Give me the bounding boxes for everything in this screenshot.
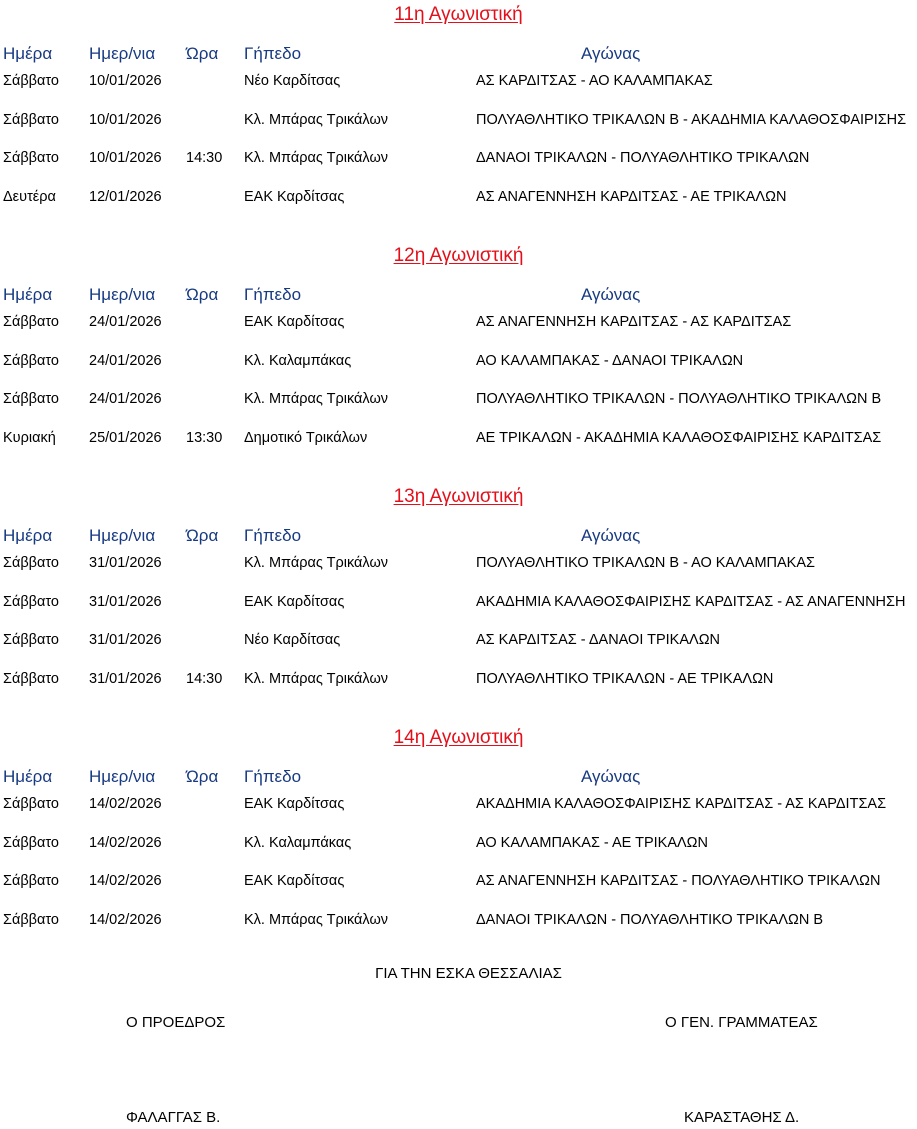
game-match: ΠΟΛΥΑΘΛΗΤΙΚΟ ΤΡΙΚΑΛΩΝ - ΠΟΛΥΑΘΛΗΤΙΚΟ ΤΡΙΚΑΛΩΝ Β bbox=[476, 391, 882, 407]
game-day: Σάββατο bbox=[3, 912, 59, 928]
game-row bbox=[0, 109, 917, 131]
game-day: Δευτέρα bbox=[3, 189, 56, 205]
game-date: 10/01/2026 bbox=[89, 73, 162, 89]
game-day: Σάββατο bbox=[3, 314, 59, 330]
game-row bbox=[0, 311, 917, 333]
header-match: Αγώνας bbox=[581, 767, 641, 786]
secretary-title: Ο ΓΕΝ. ΓΡΑΜΜΑΤΕΑΣ bbox=[665, 1014, 818, 1031]
game-venue: Κλ. Μπάρας Τρικάλων bbox=[244, 555, 389, 571]
header-day: Ημέρα bbox=[3, 285, 53, 304]
header-date: Ημερ/νια bbox=[89, 44, 156, 63]
header-day: Ημέρα bbox=[3, 767, 53, 786]
president-name: ΦΑΛΑΓΓΑΣ Β. bbox=[126, 1109, 221, 1126]
game-date: 31/01/2026 bbox=[89, 671, 162, 687]
game-day: Σάββατο bbox=[3, 353, 59, 369]
header-time: Ώρα bbox=[186, 44, 219, 63]
game-row bbox=[0, 793, 917, 815]
header-venue: Γήπεδο bbox=[244, 285, 302, 304]
game-row bbox=[0, 552, 917, 574]
header-match: Αγώνας bbox=[581, 526, 641, 545]
game-date: 31/01/2026 bbox=[89, 594, 162, 610]
game-time: 14:30 bbox=[186, 671, 223, 687]
game-date: 14/02/2026 bbox=[89, 835, 162, 851]
game-row bbox=[0, 147, 917, 169]
game-venue: Κλ. Μπάρας Τρικάλων bbox=[244, 150, 389, 166]
round-title: 11η Αγωνιστική bbox=[394, 4, 523, 25]
secretary-name: ΚΑΡΑΣΤΑΘΗΣ Δ. bbox=[684, 1109, 800, 1126]
game-date: 31/01/2026 bbox=[89, 632, 162, 648]
game-row bbox=[0, 427, 917, 449]
game-venue: ΕΑΚ Καρδίτσας bbox=[244, 189, 345, 205]
game-match: ΑΚΑΔΗΜΙΑ ΚΑΛΑΘΟΣΦΑΙΡΙΣΗΣ ΚΑΡΔΙΤΣΑΣ - ΑΣ ΑΝΑΓΕΝΝΗΣΗ bbox=[476, 594, 906, 610]
game-venue: Νέο Καρδίτσας bbox=[244, 632, 341, 648]
game-venue: Κλ. Μπάρας Τρικάλων bbox=[244, 391, 389, 407]
game-match: ΑΟ ΚΑΛΑΜΠΑΚΑΣ - ΑΕ ΤΡΙΚΑΛΩΝ bbox=[476, 835, 708, 851]
game-day: Σάββατο bbox=[3, 73, 59, 89]
game-day: Σάββατο bbox=[3, 391, 59, 407]
header-time: Ώρα bbox=[186, 526, 219, 545]
game-day: Σάββατο bbox=[3, 632, 59, 648]
game-date: 31/01/2026 bbox=[89, 555, 162, 571]
president-title: Ο ΠΡΟΕΔΡΟΣ bbox=[126, 1014, 226, 1031]
header-day: Ημέρα bbox=[3, 44, 53, 63]
game-row bbox=[0, 186, 917, 208]
game-time: 14:30 bbox=[186, 150, 223, 166]
game-date: 24/01/2026 bbox=[89, 314, 162, 330]
game-date: 25/01/2026 bbox=[89, 430, 162, 446]
header-venue: Γήπεδο bbox=[244, 767, 302, 786]
header-venue: Γήπεδο bbox=[244, 526, 302, 545]
game-venue: Κλ. Μπάρας Τρικάλων bbox=[244, 671, 389, 687]
game-venue: Κλ. Μπάρας Τρικάλων bbox=[244, 912, 389, 928]
header-date: Ημερ/νια bbox=[89, 526, 156, 545]
game-match: ΑΣ ΚΑΡΔΙΤΣΑΣ - ΔΑΝΑΟΙ ΤΡΙΚΑΛΩΝ bbox=[476, 632, 721, 648]
game-match: ΔΑΝΑΟΙ ΤΡΙΚΑΛΩΝ - ΠΟΛΥΑΘΛΗΤΙΚΟ ΤΡΙΚΑΛΩΝ Β bbox=[476, 912, 824, 928]
column-header-row bbox=[0, 283, 917, 307]
game-row bbox=[0, 870, 917, 892]
game-venue: Κλ. Μπάρας Τρικάλων bbox=[244, 112, 389, 128]
game-match: ΔΑΝΑΟΙ ΤΡΙΚΑΛΩΝ - ΠΟΛΥΑΘΛΗΤΙΚΟ ΤΡΙΚΑΛΩΝ bbox=[476, 150, 810, 166]
game-venue: Δημοτικό Τρικάλων bbox=[244, 430, 368, 446]
header-time: Ώρα bbox=[186, 767, 219, 786]
game-venue: ΕΑΚ Καρδίτσας bbox=[244, 796, 345, 812]
game-date: 14/02/2026 bbox=[89, 912, 162, 928]
game-day: Σάββατο bbox=[3, 112, 59, 128]
game-day: Σάββατο bbox=[3, 671, 59, 687]
game-day: Σάββατο bbox=[3, 150, 59, 166]
game-date: 24/01/2026 bbox=[89, 353, 162, 369]
game-match: ΑΣ ΑΝΑΓΕΝΝΗΣΗ ΚΑΡΔΙΤΣΑΣ - ΑΣ ΚΑΡΔΙΤΣΑΣ bbox=[476, 314, 792, 330]
game-row bbox=[0, 909, 917, 931]
header-venue: Γήπεδο bbox=[244, 44, 302, 63]
game-venue: Κλ. Καλαμπάκας bbox=[244, 835, 352, 851]
game-date: 10/01/2026 bbox=[89, 150, 162, 166]
game-date: 10/01/2026 bbox=[89, 112, 162, 128]
column-header-row bbox=[0, 42, 917, 66]
game-match: ΑΣ ΑΝΑΓΕΝΝΗΣΗ ΚΑΡΔΙΤΣΑΣ - ΑΕ ΤΡΙΚΑΛΩΝ bbox=[476, 189, 787, 205]
game-date: 14/02/2026 bbox=[89, 796, 162, 812]
game-row bbox=[0, 350, 917, 372]
game-row bbox=[0, 70, 917, 92]
header-match: Αγώνας bbox=[581, 44, 641, 63]
organization-line: ΓΙΑ ΤΗΝ ΕΣΚΑ ΘΕΣΣΑΛΙΑΣ bbox=[375, 965, 562, 982]
game-match: ΑΚΑΔΗΜΙΑ ΚΑΛΑΘΟΣΦΑΙΡΙΣΗΣ ΚΑΡΔΙΤΣΑΣ - ΑΣ ΚΑΡΔΙΤΣΑΣ bbox=[476, 796, 887, 812]
game-time: 13:30 bbox=[186, 430, 223, 446]
game-row bbox=[0, 668, 917, 690]
game-row bbox=[0, 832, 917, 854]
game-venue: Κλ. Καλαμπάκας bbox=[244, 353, 352, 369]
header-match: Αγώνας bbox=[581, 285, 641, 304]
game-row bbox=[0, 629, 917, 651]
game-venue: ΕΑΚ Καρδίτσας bbox=[244, 873, 345, 889]
column-header-row bbox=[0, 524, 917, 548]
column-header-row bbox=[0, 765, 917, 789]
header-time: Ώρα bbox=[186, 285, 219, 304]
game-row bbox=[0, 388, 917, 410]
game-day: Σάββατο bbox=[3, 835, 59, 851]
header-date: Ημερ/νια bbox=[89, 767, 156, 786]
game-venue: Νέο Καρδίτσας bbox=[244, 73, 341, 89]
game-venue: ΕΑΚ Καρδίτσας bbox=[244, 594, 345, 610]
game-match: ΠΟΛΥΑΘΛΗΤΙΚΟ ΤΡΙΚΑΛΩΝ - ΑΕ ΤΡΙΚΑΛΩΝ bbox=[476, 671, 774, 687]
round-title: 13η Αγωνιστική bbox=[393, 486, 524, 507]
game-match: ΑΕ ΤΡΙΚΑΛΩΝ - ΑΚΑΔΗΜΙΑ ΚΑΛΑΘΟΣΦΑΙΡΙΣΗΣ ΚΑΡΔΙΤΣΑΣ bbox=[476, 430, 882, 446]
round-title: 12η Αγωνιστική bbox=[393, 245, 524, 266]
game-date: 24/01/2026 bbox=[89, 391, 162, 407]
game-match: ΑΟ ΚΑΛΑΜΠΑΚΑΣ - ΔΑΝΑΟΙ ΤΡΙΚΑΛΩΝ bbox=[476, 353, 744, 369]
header-day: Ημέρα bbox=[3, 526, 53, 545]
game-day: Σάββατο bbox=[3, 873, 59, 889]
game-row bbox=[0, 591, 917, 613]
game-match: ΑΣ ΚΑΡΔΙΤΣΑΣ - ΑΟ ΚΑΛΑΜΠΑΚΑΣ bbox=[476, 73, 713, 89]
game-match: ΑΣ ΑΝΑΓΕΝΝΗΣΗ ΚΑΡΔΙΤΣΑΣ - ΠΟΛΥΑΘΛΗΤΙΚΟ ΤΡΙΚΑΛΩΝ bbox=[476, 873, 881, 889]
round-title: 14η Αγωνιστική bbox=[393, 727, 524, 748]
game-date: 12/01/2026 bbox=[89, 189, 162, 205]
game-day: Σάββατο bbox=[3, 555, 59, 571]
game-match: ΠΟΛΥΑΘΛΗΤΙΚΟ ΤΡΙΚΑΛΩΝ Β - ΑΚΑΔΗΜΙΑ ΚΑΛΑΘΟΣΦΑΙΡΙΣΗΣ bbox=[476, 112, 907, 128]
game-venue: ΕΑΚ Καρδίτσας bbox=[244, 314, 345, 330]
header-date: Ημερ/νια bbox=[89, 285, 156, 304]
game-day: Κυριακή bbox=[3, 430, 56, 446]
game-date: 14/02/2026 bbox=[89, 873, 162, 889]
game-day: Σάββατο bbox=[3, 594, 59, 610]
game-day: Σάββατο bbox=[3, 796, 59, 812]
game-match: ΠΟΛΥΑΘΛΗΤΙΚΟ ΤΡΙΚΑΛΩΝ Β - ΑΟ ΚΑΛΑΜΠΑΚΑΣ bbox=[476, 555, 815, 571]
